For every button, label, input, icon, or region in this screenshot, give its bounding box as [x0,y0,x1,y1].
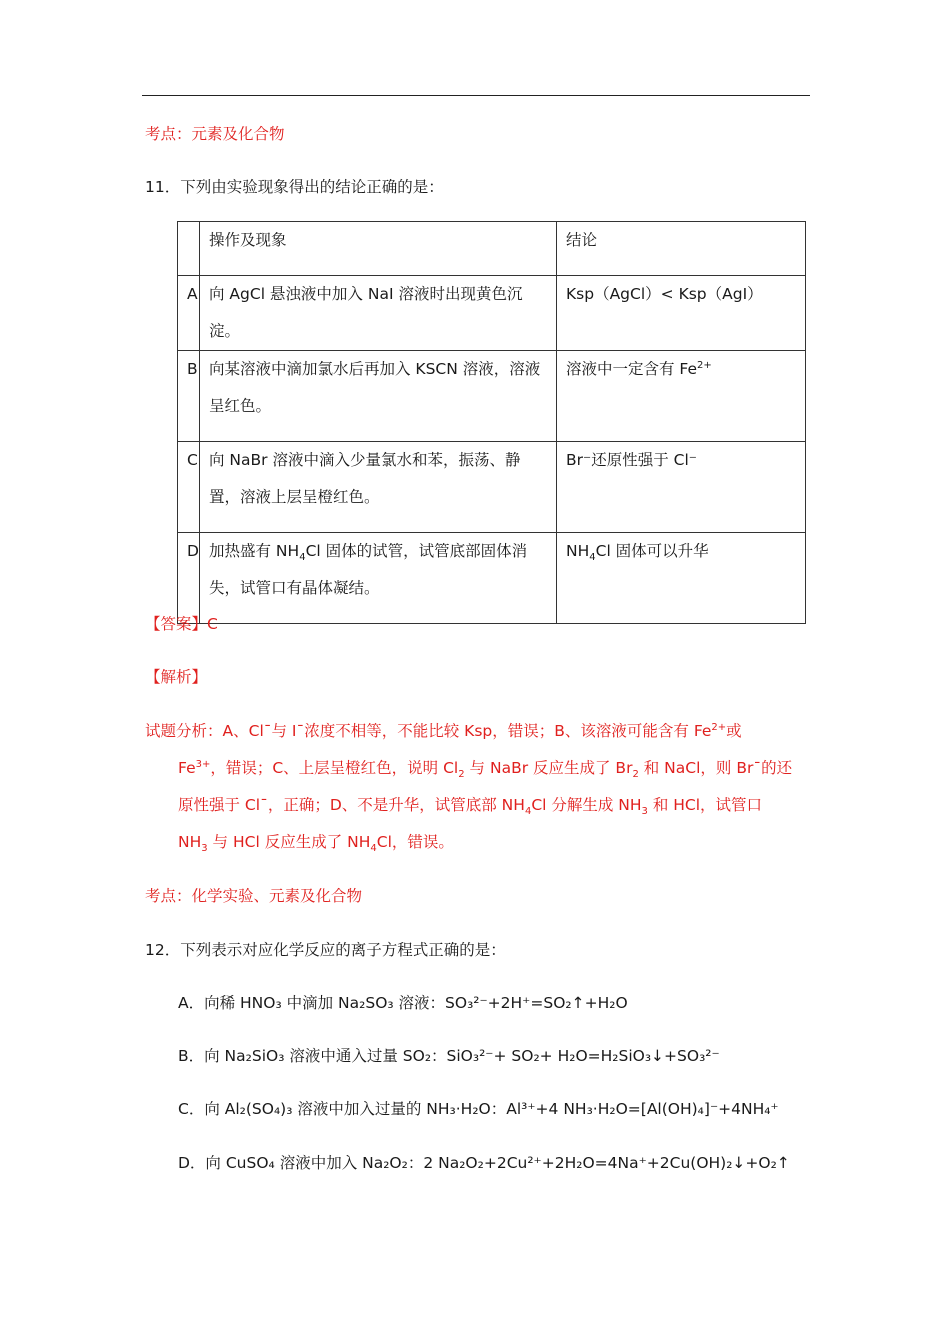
analysis-line-2 [178,757,792,779]
text-part: Fe [178,759,196,777]
text-part: Cl 固体可以升华 [595,542,709,560]
answer: 【答案】C [145,615,218,633]
text-part: 或 [726,722,742,740]
subscript: 3 [641,806,648,818]
analysis-line-1 [145,720,742,742]
kaodian-2: 考点：化学实验、元素及化合物 [145,887,363,905]
option-a: A．向稀 HNO₃ 中滴加 Na₂SO₃ 溶液：SO₃²⁻+2H⁺=SO₂↑+H₂O [178,994,628,1012]
header-cell-conclusion: 结论 [557,222,806,276]
header-cell-label [178,222,200,276]
table-row [178,351,806,442]
text-part: ，错误；C、上层呈橙红色，说明 Cl [210,759,459,777]
row-label: D [178,533,200,624]
text-part: 加热盛有 NH [209,542,300,560]
text-part: 和 NaCl，则 Br [638,759,754,777]
subscript: 4 [370,843,377,855]
subscript: 4 [589,552,596,564]
text-part: 与 NaBr 反应生成了 Br [464,759,633,777]
text-part: ¯与 I [263,722,297,740]
analysis-line-3 [178,794,762,816]
text-part: Cl 固体的试管，试管底部固体消 [305,542,528,560]
text-part: 试题分析： [145,722,223,740]
superscript: 3+ [195,758,211,770]
row-label: A [178,276,200,351]
text-part: NH [178,833,202,851]
text-part: NH [566,542,590,560]
operation-line-2: 置，溶液上层呈橙红色。 [209,488,380,506]
row-label: C [178,442,200,533]
table-header-row [178,222,806,276]
row-conclusion [557,533,806,624]
operation-line-2: 呈红色。 [209,397,272,415]
table-row [178,442,806,533]
question-11-stem: 11．下列由实验现象得出的结论正确的是： [145,178,444,196]
row-conclusion [557,351,806,442]
option-b: B．向 Na₂SiO₃ 溶液中通入过量 SO₂：SiO₃²⁻+ SO₂+ H₂O=H₂SiO₃↓+SO₃²⁻ [178,1047,720,1065]
row-label: B [178,351,200,442]
text-part: 原性强于 Cl [178,796,261,814]
row-operation [200,351,557,442]
row-operation: 向 AgCl 悬浊液中加入 NaI 溶液时出现黄色沉淀。 [200,276,557,351]
text-part: Cl，错误。 [376,833,454,851]
operation-line-2: 失，试管口有晶体凝结。 [209,579,380,597]
subscript: 4 [524,806,532,818]
text-part: A、Cl [222,722,264,740]
text-part: 和 HCl，试管口 [647,796,763,814]
analysis-line-4 [178,831,454,853]
operation-line-1 [209,533,547,570]
conclusion-sup: 2+ [697,359,712,371]
table-row [178,276,806,351]
kaodian-1: 考点：元素及化合物 [145,125,285,143]
header-rule [142,95,810,96]
text-part: ¯浓度不相等，不能比较 Ksp，错误；B、该溶液可能含有 Fe [296,722,712,740]
header-cell-operation: 操作及现象 [200,222,557,276]
option-d: D．向 CuSO₄ 溶液中加入 Na₂O₂：2 Na₂O₂+2Cu²⁺+2H₂O=4Na⁺+2Cu(OH)₂↓+O₂↑ [178,1154,790,1172]
operation-line-1: 向某溶液中滴加氯水后再加入 KSCN 溶液，溶液 [209,360,541,378]
subscript: 4 [299,552,306,564]
operation-line-1: 向 NaBr 溶液中滴入少量氯水和苯，振荡、静 [209,451,521,469]
text-part: 与 HCl 反应生成了 NH [207,833,371,851]
text-part: ¯的还 [753,759,793,777]
conclusion-text: 溶液中一定含有 Fe [566,360,698,378]
subscript: 3 [201,843,208,855]
question-12-stem: 12．下列表示对应化学反应的离子方程式正确的是： [145,941,506,959]
option-c: C．向 Al₂(SO₄)₃ 溶液中加入过量的 NH₃·H₂O：Al³⁺+4 NH₃·H₂O=[Al(OH)₄]⁻+4NH₄⁺ [178,1100,779,1118]
table-row [178,533,806,624]
text-part: Cl 分解生成 NH [531,796,642,814]
experiment-table [177,221,806,624]
subscript: 2 [458,769,465,781]
row-conclusion: Ksp（AgCl）< Ksp（AgI） [557,276,806,351]
row-operation [200,442,557,533]
row-operation [200,533,557,624]
superscript: 2+ [711,721,727,733]
jiexi-heading: 【解析】 [145,668,208,686]
row-conclusion: Br⁻还原性强于 Cl⁻ [557,442,806,533]
text-part: ¯，正确；D、不是升华，试管底部 NH [260,796,525,814]
subscript: 2 [632,769,639,781]
